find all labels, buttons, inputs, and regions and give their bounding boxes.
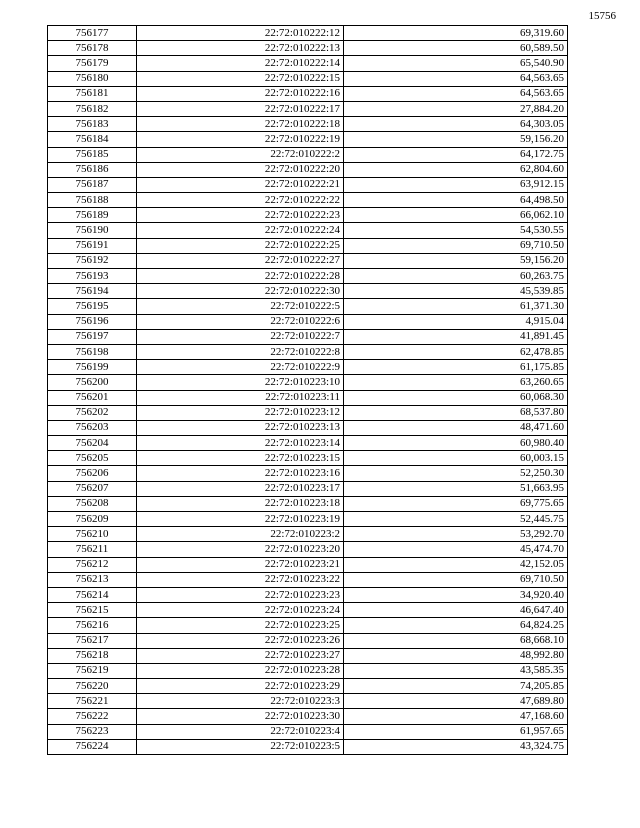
- table-row: [48, 405, 568, 420]
- table-row: [48, 618, 568, 633]
- page-number: 15756: [588, 10, 616, 22]
- cell-cadastral: 22:72:010223:20: [137, 542, 344, 557]
- cell-value: 65,540.90: [344, 56, 568, 71]
- cell-id: 756179: [48, 56, 137, 71]
- cell-cadastral: 22:72:010223:18: [137, 496, 344, 511]
- registry-table: [47, 25, 568, 755]
- cell-cadastral: 22:72:010223:4: [137, 724, 344, 739]
- table-row: [48, 253, 568, 268]
- cell-cadastral: 22:72:010223:29: [137, 679, 344, 694]
- registry-table-body: [48, 26, 568, 755]
- cell-cadastral: 22:72:010222:16: [137, 86, 344, 101]
- cell-value: 52,250.30: [344, 466, 568, 481]
- cell-cadastral: 22:72:010222:28: [137, 269, 344, 284]
- cell-value: 53,292.70: [344, 527, 568, 542]
- table-row: [48, 284, 568, 299]
- cell-value: 45,539.85: [344, 284, 568, 299]
- cell-id: 756204: [48, 436, 137, 451]
- cell-cadastral: 22:72:010223:12: [137, 405, 344, 420]
- table-row: [48, 269, 568, 284]
- cell-value: 64,563.65: [344, 86, 568, 101]
- table-row: [48, 162, 568, 177]
- cell-value: 46,647.40: [344, 603, 568, 618]
- cell-id: 756184: [48, 132, 137, 147]
- cell-value: 64,563.65: [344, 71, 568, 86]
- cell-cadastral: 22:72:010222:17: [137, 101, 344, 116]
- table-row: [48, 390, 568, 405]
- cell-value: 62,478.85: [344, 344, 568, 359]
- cell-id: 756199: [48, 360, 137, 375]
- cell-value: 43,585.35: [344, 663, 568, 678]
- cell-cadastral: 22:72:010223:28: [137, 663, 344, 678]
- cell-id: 756200: [48, 375, 137, 390]
- cell-value: 48,471.60: [344, 420, 568, 435]
- cell-id: 756216: [48, 618, 137, 633]
- cell-id: 756209: [48, 512, 137, 527]
- cell-cadastral: 22:72:010223:22: [137, 572, 344, 587]
- cell-id: 756215: [48, 603, 137, 618]
- cell-cadastral: 22:72:010223:10: [137, 375, 344, 390]
- cell-value: 69,775.65: [344, 496, 568, 511]
- cell-cadastral: 22:72:010223:25: [137, 618, 344, 633]
- cell-cadastral: 22:72:010223:19: [137, 512, 344, 527]
- cell-cadastral: 22:72:010223:2: [137, 527, 344, 542]
- table-row: [48, 724, 568, 739]
- cell-id: 756182: [48, 101, 137, 116]
- cell-value: 47,168.60: [344, 709, 568, 724]
- table-row: [48, 329, 568, 344]
- table-row: [48, 603, 568, 618]
- cell-id: 756183: [48, 117, 137, 132]
- cell-value: 62,804.60: [344, 162, 568, 177]
- table-row: [48, 542, 568, 557]
- cell-cadastral: 22:72:010223:23: [137, 587, 344, 602]
- cell-id: 756192: [48, 253, 137, 268]
- cell-id: 756213: [48, 572, 137, 587]
- table-row: [48, 360, 568, 375]
- cell-id: 756195: [48, 299, 137, 314]
- cell-cadastral: 22:72:010222:20: [137, 162, 344, 177]
- cell-id: 756196: [48, 314, 137, 329]
- cell-cadastral: 22:72:010222:9: [137, 360, 344, 375]
- cell-id: 756203: [48, 420, 137, 435]
- table-row: [48, 208, 568, 223]
- cell-value: 63,260.65: [344, 375, 568, 390]
- cell-id: 756187: [48, 177, 137, 192]
- cell-value: 51,663.95: [344, 481, 568, 496]
- cell-value: 61,957.65: [344, 724, 568, 739]
- table-row: [48, 481, 568, 496]
- cell-cadastral: 22:72:010222:7: [137, 329, 344, 344]
- table-row: [48, 709, 568, 724]
- cell-id: 756205: [48, 451, 137, 466]
- cell-id: 756210: [48, 527, 137, 542]
- cell-value: 42,152.05: [344, 557, 568, 572]
- cell-cadastral: 22:72:010222:23: [137, 208, 344, 223]
- cell-id: 756223: [48, 724, 137, 739]
- cell-id: 756197: [48, 329, 137, 344]
- table-row: [48, 117, 568, 132]
- table-row: [48, 299, 568, 314]
- cell-id: 756219: [48, 663, 137, 678]
- table-row: [48, 86, 568, 101]
- cell-id: 756194: [48, 284, 137, 299]
- cell-id: 756220: [48, 679, 137, 694]
- cell-value: 54,530.55: [344, 223, 568, 238]
- cell-id: 756198: [48, 344, 137, 359]
- cell-id: 756186: [48, 162, 137, 177]
- cell-cadastral: 22:72:010223:24: [137, 603, 344, 618]
- cell-id: 756180: [48, 71, 137, 86]
- cell-cadastral: 22:72:010223:14: [137, 436, 344, 451]
- cell-cadastral: 22:72:010223:17: [137, 481, 344, 496]
- cell-value: 64,498.50: [344, 193, 568, 208]
- cell-id: 756221: [48, 694, 137, 709]
- cell-cadastral: 22:72:010222:24: [137, 223, 344, 238]
- cell-id: 756185: [48, 147, 137, 162]
- cell-value: 64,172.75: [344, 147, 568, 162]
- table-row: [48, 679, 568, 694]
- cell-id: 756222: [48, 709, 137, 724]
- cell-cadastral: 22:72:010223:26: [137, 633, 344, 648]
- cell-value: 69,710.50: [344, 572, 568, 587]
- cell-id: 756177: [48, 26, 137, 41]
- cell-cadastral: 22:72:010223:27: [137, 648, 344, 663]
- table-row: [48, 71, 568, 86]
- table-row: [48, 694, 568, 709]
- table-row: [48, 375, 568, 390]
- table-row: [48, 26, 568, 41]
- table-row: [48, 496, 568, 511]
- cell-value: 69,710.50: [344, 238, 568, 253]
- table-row: [48, 572, 568, 587]
- cell-id: 756188: [48, 193, 137, 208]
- cell-cadastral: 22:72:010222:15: [137, 71, 344, 86]
- cell-value: 63,912.15: [344, 177, 568, 192]
- cell-id: 756189: [48, 208, 137, 223]
- cell-value: 60,589.50: [344, 41, 568, 56]
- cell-id: 756212: [48, 557, 137, 572]
- cell-value: 61,371.30: [344, 299, 568, 314]
- cell-value: 64,824.25: [344, 618, 568, 633]
- cell-value: 69,319.60: [344, 26, 568, 41]
- table-row: [48, 101, 568, 116]
- cell-value: 52,445.75: [344, 512, 568, 527]
- table-row: [48, 177, 568, 192]
- cell-cadastral: 22:72:010222:30: [137, 284, 344, 299]
- table-row: [48, 527, 568, 542]
- cell-value: 74,205.85: [344, 679, 568, 694]
- cell-id: 756193: [48, 269, 137, 284]
- cell-cadastral: 22:72:010222:22: [137, 193, 344, 208]
- cell-value: 59,156.20: [344, 253, 568, 268]
- cell-value: 61,175.85: [344, 360, 568, 375]
- cell-value: 64,303.05: [344, 117, 568, 132]
- cell-value: 34,920.40: [344, 587, 568, 602]
- cell-cadastral: 22:72:010222:2: [137, 147, 344, 162]
- cell-cadastral: 22:72:010223:30: [137, 709, 344, 724]
- cell-cadastral: 22:72:010223:21: [137, 557, 344, 572]
- cell-cadastral: 22:72:010222:27: [137, 253, 344, 268]
- cell-cadastral: 22:72:010222:19: [137, 132, 344, 147]
- table-row: [48, 238, 568, 253]
- table-row: [48, 557, 568, 572]
- table-row: [48, 147, 568, 162]
- cell-value: 66,062.10: [344, 208, 568, 223]
- cell-value: 48,992.80: [344, 648, 568, 663]
- table-row: [48, 420, 568, 435]
- cell-value: 43,324.75: [344, 739, 568, 754]
- cell-cadastral: 22:72:010222:14: [137, 56, 344, 71]
- cell-value: 60,068.30: [344, 390, 568, 405]
- cell-value: 27,884.20: [344, 101, 568, 116]
- cell-id: 756211: [48, 542, 137, 557]
- cell-value: 45,474.70: [344, 542, 568, 557]
- cell-value: 47,689.80: [344, 694, 568, 709]
- cell-id: 756206: [48, 466, 137, 481]
- table-row: [48, 314, 568, 329]
- cell-cadastral: 22:72:010222:21: [137, 177, 344, 192]
- table-row: [48, 512, 568, 527]
- cell-id: 756201: [48, 390, 137, 405]
- cell-id: 756181: [48, 86, 137, 101]
- cell-value: 41,891.45: [344, 329, 568, 344]
- table-row: [48, 633, 568, 648]
- table-row: [48, 56, 568, 71]
- cell-id: 756208: [48, 496, 137, 511]
- cell-cadastral: 22:72:010223:5: [137, 739, 344, 754]
- cell-value: 4,915.04: [344, 314, 568, 329]
- table-row: [48, 663, 568, 678]
- cell-cadastral: 22:72:010222:8: [137, 344, 344, 359]
- cell-cadastral: 22:72:010223:13: [137, 420, 344, 435]
- cell-id: 756191: [48, 238, 137, 253]
- cell-cadastral: 22:72:010222:13: [137, 41, 344, 56]
- table-row: [48, 223, 568, 238]
- cell-value: 59,156.20: [344, 132, 568, 147]
- cell-id: 756202: [48, 405, 137, 420]
- cell-cadastral: 22:72:010222:18: [137, 117, 344, 132]
- cell-cadastral: 22:72:010223:3: [137, 694, 344, 709]
- cell-cadastral: 22:72:010223:11: [137, 390, 344, 405]
- cell-cadastral: 22:72:010223:16: [137, 466, 344, 481]
- table-row: [48, 436, 568, 451]
- cell-value: 60,980.40: [344, 436, 568, 451]
- cell-cadastral: 22:72:010222:6: [137, 314, 344, 329]
- table-row: [48, 451, 568, 466]
- cell-value: 68,668.10: [344, 633, 568, 648]
- cell-id: 756224: [48, 739, 137, 754]
- table-row: [48, 132, 568, 147]
- cell-id: 756214: [48, 587, 137, 602]
- cell-id: 756190: [48, 223, 137, 238]
- cell-id: 756217: [48, 633, 137, 648]
- cell-value: 68,537.80: [344, 405, 568, 420]
- table-row: [48, 344, 568, 359]
- table-row: [48, 739, 568, 754]
- cell-cadastral: 22:72:010222:25: [137, 238, 344, 253]
- cell-cadastral: 22:72:010222:5: [137, 299, 344, 314]
- table-row: [48, 587, 568, 602]
- cell-id: 756218: [48, 648, 137, 663]
- table-row: [48, 648, 568, 663]
- cell-id: 756207: [48, 481, 137, 496]
- cell-value: 60,263.75: [344, 269, 568, 284]
- cell-cadastral: 22:72:010222:12: [137, 26, 344, 41]
- cell-cadastral: 22:72:010223:15: [137, 451, 344, 466]
- table-row: [48, 193, 568, 208]
- table-row: [48, 41, 568, 56]
- table-row: [48, 466, 568, 481]
- cell-id: 756178: [48, 41, 137, 56]
- cell-value: 60,003.15: [344, 451, 568, 466]
